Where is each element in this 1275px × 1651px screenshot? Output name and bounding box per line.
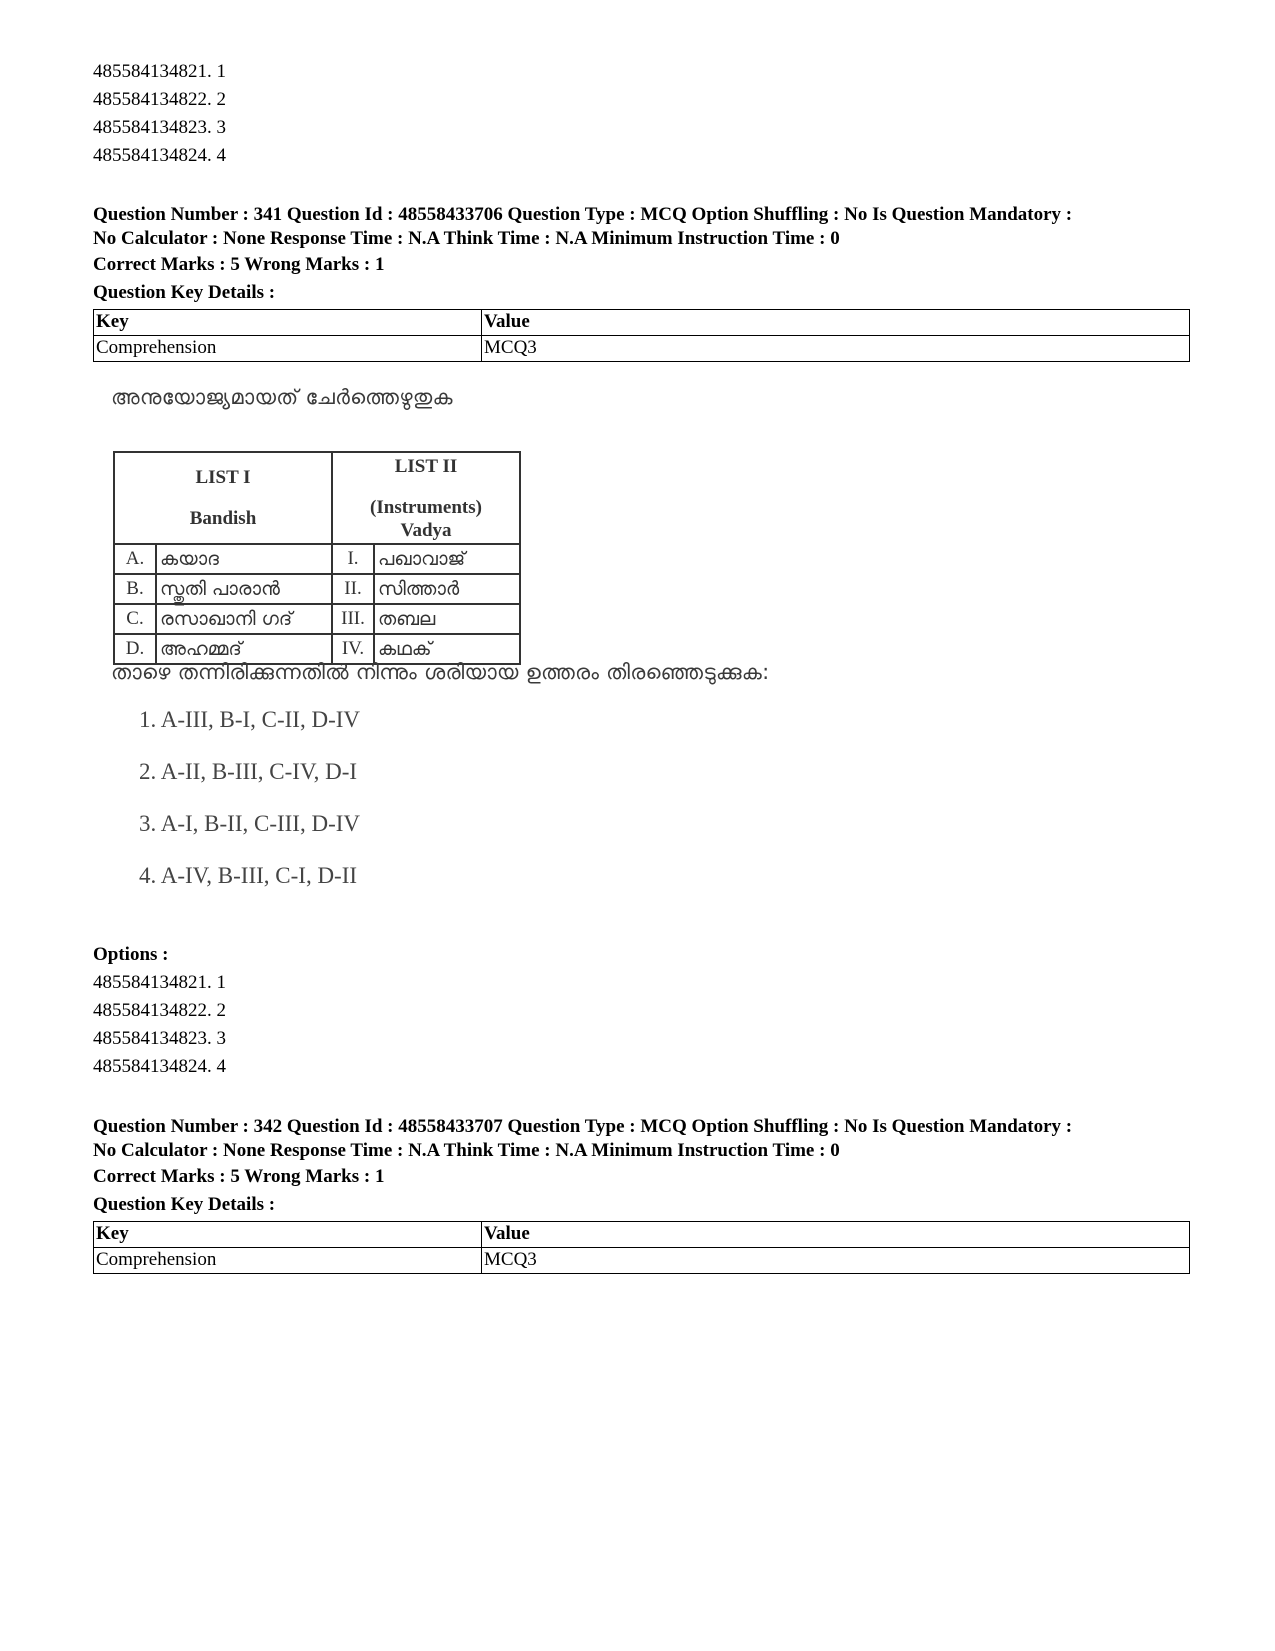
table-header-row	[94, 1222, 1190, 1248]
row-letter: D.	[114, 634, 156, 664]
answer-choice: 3. A-I, B-II, C-III, D-IV	[139, 811, 360, 836]
answer-choice: 1. A-III, B-I, C-II, D-IV	[139, 707, 360, 732]
table-cell-key: Comprehension	[94, 1248, 482, 1274]
match-table-header	[114, 452, 520, 544]
table-header-value: Value	[482, 1222, 1190, 1248]
instruction-text: അനുയോജ്യമായത് ചേർത്തെഴുതുക	[111, 385, 453, 409]
question-header-line1: Question Number : 342 Question Id : 48558433707 Question Type : MCQ Option Shuffling : No Is Question Mandatory :	[93, 1116, 1073, 1137]
match-row	[114, 544, 520, 574]
row-match: കഥക്	[374, 634, 520, 664]
question-header-line2: No Calculator : None Response Time : N.A Think Time : N.A Minimum Instruction Time : 0	[93, 1140, 840, 1161]
table-row	[94, 1248, 1190, 1274]
question-header-line1: Question Number : 341 Question Id : 48558433706 Question Type : MCQ Option Shuffling : No Is Question Mandatory :	[93, 204, 1073, 225]
row-match: തബല	[374, 604, 520, 634]
match-row	[114, 604, 520, 634]
row-match: പഖാവാജ്	[374, 544, 520, 574]
row-item: സ്തുതി പാരാൻ	[156, 574, 332, 604]
option-line: 485584134823. 3	[93, 117, 226, 138]
option-line: 485584134823. 3	[93, 1028, 226, 1049]
options-label: Options :	[93, 944, 169, 965]
answer-choice: 2. A-II, B-III, C-IV, D-I	[139, 759, 358, 784]
table-header-key: Key	[94, 310, 482, 336]
row-roman: III.	[332, 604, 374, 634]
key-details-label: Question Key Details :	[93, 282, 276, 303]
row-letter: C.	[114, 604, 156, 634]
key-details-label: Question Key Details :	[93, 1194, 276, 1215]
row-letter: A.	[114, 544, 156, 574]
row-item: അഹമ്മദ്	[156, 634, 332, 664]
previous-options-list	[93, 58, 226, 170]
prompt-text: താഴെ തന്നിരിക്കുന്നതിൽ നിന്നും ശരിയായ ഉത്തരം തിരഞ്ഞെടുക്കുക:	[111, 660, 770, 684]
table-header-key: Key	[94, 1222, 482, 1248]
row-letter: B.	[114, 574, 156, 604]
option-line: 485584134822. 2	[93, 1000, 226, 1021]
table-row	[94, 336, 1190, 362]
option-line: 485584134824. 4	[93, 1056, 226, 1077]
row-roman: IV.	[332, 634, 374, 664]
list1-header	[114, 452, 332, 544]
match-table	[113, 451, 521, 665]
answer-choice: 4. A-IV, B-III, C-I, D-II	[139, 863, 358, 888]
option-line: 485584134822. 2	[93, 89, 226, 110]
row-item: കയാദ	[156, 544, 332, 574]
question-marks: Correct Marks : 5 Wrong Marks : 1	[93, 254, 385, 275]
match-row	[114, 574, 520, 604]
option-line: 485584134821. 1	[93, 61, 226, 82]
table-header-value: Value	[482, 310, 1190, 336]
row-roman: II.	[332, 574, 374, 604]
list2-subtitle: (Instruments)	[370, 496, 482, 518]
row-item: രസാഖാനി ഗദ്	[156, 604, 332, 634]
option-line: 485584134821. 1	[93, 972, 226, 993]
list2-header	[332, 452, 520, 544]
row-match: സിത്താർ	[374, 574, 520, 604]
list2-subtitle-2: Vadya	[400, 519, 452, 541]
question-marks: Correct Marks : 5 Wrong Marks : 1	[93, 1166, 385, 1187]
list1-title: LIST I	[195, 467, 251, 488]
question-image	[93, 385, 893, 945]
list2-title: LIST II	[394, 455, 458, 477]
table-cell-value: MCQ3	[482, 1248, 1190, 1274]
table-cell-value: MCQ3	[482, 336, 1190, 362]
key-details-table	[93, 1221, 1190, 1274]
table-header-row	[94, 310, 1190, 336]
question-342-header	[93, 1115, 1193, 1163]
table-cell-key: Comprehension	[94, 336, 482, 362]
list1-subtitle: Bandish	[189, 508, 257, 529]
question-341-header	[93, 203, 1193, 251]
key-details-table	[93, 309, 1190, 362]
row-roman: I.	[332, 544, 374, 574]
options-list	[93, 969, 226, 1081]
question-header-line2: No Calculator : None Response Time : N.A Think Time : N.A Minimum Instruction Time : 0	[93, 228, 840, 249]
option-line: 485584134824. 4	[93, 145, 226, 166]
